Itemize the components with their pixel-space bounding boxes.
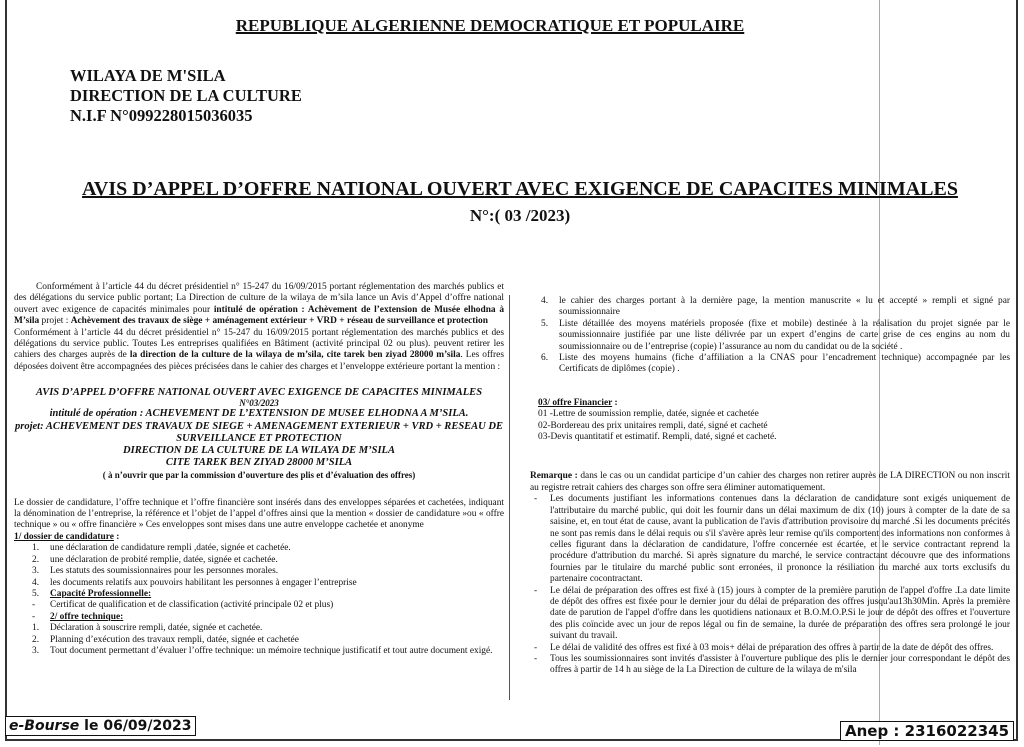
tech-heading: - 2/ offre technique: bbox=[32, 611, 124, 622]
financial-item: 03-Devis quantitatif et estimatif. Rempli, daté, signé et cacheté. bbox=[538, 432, 777, 443]
dossier-item bbox=[14, 555, 504, 566]
bullet-dash: - bbox=[534, 494, 538, 505]
tech-list bbox=[14, 623, 504, 657]
list-number: 4. bbox=[32, 577, 40, 588]
financial-heading: 03/ offre Financier : bbox=[538, 397, 618, 408]
list-text: Liste des moyens humains (fiche d’affiliation a la CNAS pour l’encadrement technique) accompagnée par les Certificats de diplômes (copie) . bbox=[559, 353, 1010, 375]
republic-heading: REPUBLIQUE ALGERIENNE DEMOCRATIQUE ET POPULAIRE bbox=[235, 16, 745, 35]
dossier-item bbox=[538, 296, 1010, 319]
list-number: 6. bbox=[541, 353, 549, 364]
condition-text: Tous les soumissionnaires sont invités d'assister à l'ouverture publique des plis le dernier jour correspondant le dépôt des offres à partir de 14 h au siège de la La Direction de culture de la wilaya de m'sila bbox=[550, 653, 1010, 676]
remarque-paragraph: Remarque : dans le cas ou un candidat participe d’un cahier des charges non retirer auprès de LA DIRECTION ou non inscrit au registre retrait cahiers des charges son offre sera éliminer automatiquement. bbox=[530, 471, 1010, 493]
certificat-item: - Certificat de qualification et de classification (activité principale 02 et plus) bbox=[32, 600, 334, 611]
notice-number: N°:( 03 /2023) bbox=[469, 206, 571, 225]
left-column bbox=[14, 282, 504, 657]
financial-item: 02-Bordereau des prix unitaires rempli, daté, signé et cacheté bbox=[538, 420, 768, 431]
bullet-dash: - bbox=[534, 585, 538, 596]
financial-item: 01 -Lettre de soumission remplie, datée, signée et cachetée bbox=[538, 409, 759, 420]
list-number: 4. bbox=[541, 296, 549, 306]
capacite-heading: 5. Capacité Professionnelle: bbox=[32, 588, 152, 599]
list-number: 3. bbox=[32, 566, 40, 577]
direction-line: DIRECTION DE LA CULTURE bbox=[70, 86, 302, 105]
list-text: Tout document permettant d’évaluer l’offre technique: un mémoire technique justificatif et tout autre document exigé. bbox=[50, 645, 493, 656]
list-number: 2. bbox=[32, 634, 40, 645]
conditions-paragraph: Conformément à l’article 44 du décret présidentiel n° 15-247 du 16/09/2015 portant réglementation des marchés publics et des délégations du service public. Toutes Les entreprises qualifiées en Bâtiment (activité principal 02 ou plus). peuvent retirer les cahiers des charges auprès de la direction de la culture de la wilaya de m’sila, cite tarek ben ziyad 28000 m’sila. Les offres déposées doivent être accompagnées des pièces précisées dans le cahier des charges et l’enveloppe extérieure portant la mention : bbox=[14, 327, 504, 372]
issuer-block bbox=[70, 66, 302, 126]
condition-text: Les documents justifiant les informations contenues dans la déclaration de candidature sont exigés uniquement de l'attributaire du marché public, qui doit les fournir dans un délai maximum de dix (10) jours à compter de la date de sa saisine, et, en tout état de cause, avant la publication de l'avis d'attribution provisoire du marché .Si les documents précités ne sont pas remis dans le délai requis ou s'il s'avère après leur remise qu'ils comportent des informations non conformes à celles figurant dans la déclaration de candidature, l'offre concernée est écartée, et le service contractant reprend la procédure d'attribution du marché. Si après signature du marché, le service contractant découvre que des informations fournies par le titulaire du marché public sont erronées, il prononce la résiliation du marché aux torts exclusifs du partenaire cocontractant. bbox=[550, 494, 1010, 585]
condition-text: Le délai de préparation des offres est fixé à (15) jours à compter de la première parution de l'appel d'offre .La date limite de dépôt des offres est fixée pour le dernier jour du délai de préparation des offres jusqu'au13h30Min. Après la première date de parution de l'appel d'offre dans les quotidiens nationaux et B.O.M.O.P.Si le jour de dépôt des offres et l'ouverture des plis coïncide avec un jour de repos légal ou fin de semaine, la durée de préparation des offres sera prolongé le jour suivant du travail. bbox=[550, 585, 1010, 642]
condition-item bbox=[530, 643, 1010, 654]
envelopes-paragraph: Le dossier de candidature, l’offre technique et l’offre financière sont insérés dans des enveloppes séparées et cachetées, indiquant la dénomination de l’entreprise, la référence et l’objet de l’appel d’offres ainsi que la mention « dossier de candidature »ou « offre technique » ou « offre financière » Ces enveloppes sont mises dans une autre enveloppe cachetée et anonyme bbox=[14, 497, 504, 531]
wilaya-line: WILAYA DE M'SILA bbox=[70, 66, 226, 85]
conditions-list bbox=[530, 494, 1010, 677]
ebourse-stamp: e-Bourse le 06/09/2023 bbox=[5, 716, 196, 736]
dossier-list-continued bbox=[538, 296, 1010, 376]
condition-item bbox=[530, 586, 1010, 643]
financial-offer bbox=[538, 398, 1010, 444]
tech-item bbox=[14, 635, 504, 646]
dossier-item bbox=[14, 566, 504, 577]
intro-paragraph: Conformément à l’article 44 du décret présidentiel n° 15-247 du 16/09/2015 portant réglementation des marchés publics et des délégations du service public portant; La Direction de culture de la wilaya de m’sila lance un Avis d’Appel d’offre national ouvert avec exigence de capacités minimales pour intitulé de opération : Achèvement de l’extension de Musée elhodna à M’sila projet : Achèvement des travaux de siège + aménagement extérieur + VRD + réseau de surveillance et protection bbox=[14, 282, 505, 327]
list-number: 1. bbox=[32, 623, 40, 634]
dossier-item bbox=[538, 353, 1010, 376]
tech-item bbox=[14, 646, 504, 657]
condition-text: Le délai de validité des offres est fixé à 03 mois+ délai de préparation des offres à partir de la date de dépôt des offres. bbox=[550, 642, 994, 653]
envelope-mention: AVIS D’APPEL D’OFFRE NATIONAL OUVERT AVEC EXIGENCE DE CAPACITES MINIMALES N°03/2023 intitulé de opération : ACHEVEMENT DE L’EXTENSION DE MUSEE ELHODNA A M’SILA. projet: ACHEVEMENT DES TRAVAUX DE SIEGE + AMENAGEMENT EXTERIEUR + VRD + RESEAU DE SURVEILLANCE ET PROTECTION DIRECTION DE LA CULTURE DE LA WILAYA DE M’SILA CITE TAREK BEN ZIYAD 28000 M’SILA ( à n’ouvrir que par la commission d’ouverture des plis et d’évaluation des offres) bbox=[15, 387, 503, 481]
anep-stamp: Anep : 2316022345 bbox=[840, 721, 1014, 741]
condition-item bbox=[530, 654, 1010, 677]
list-text: Les statuts des soumissionnaires pour les personnes morales. bbox=[50, 566, 279, 577]
column-divider bbox=[509, 295, 510, 700]
list-text: une déclaration de candidature rempli ,datée, signée et cachetée. bbox=[50, 543, 291, 554]
list-text: Liste détaillée des moyens matériels proposée (fixe et mobile) destinée à la réalisation du projet signée par le soumissionnaire justifiée par une liste délivrée par un expert d’engins de carte grise de ces engins au nom du soumissionnaire ou de l’entreprise (copie) l’assurance au nom du candidat ou de la société . bbox=[559, 318, 1010, 352]
list-text: le cahier des charges portant à la dernière page, la mention manuscrite « lu et accepté » rempli et signé par soumissionnaire bbox=[559, 296, 1010, 318]
dossier-list bbox=[14, 543, 504, 589]
notice-title: AVIS D’APPEL D’OFFRE NATIONAL OUVERT AVEC EXIGENCE DE CAPACITES MINIMALES bbox=[82, 178, 958, 200]
dossier-item bbox=[14, 543, 504, 554]
list-number: 3. bbox=[32, 645, 40, 656]
bullet-dash: - bbox=[534, 653, 538, 664]
right-column bbox=[530, 296, 1010, 677]
list-text: une déclaration de probité remplie, datée, signée et cachetée. bbox=[50, 554, 278, 565]
nif-line: N.I.F N°099228015036035 bbox=[70, 106, 253, 125]
dossier-heading: 1/ dossier de candidature : bbox=[14, 531, 120, 542]
dossier-item bbox=[14, 578, 504, 589]
financial-list bbox=[538, 409, 1010, 443]
dossier-item bbox=[538, 319, 1010, 353]
list-text: Déclaration à souscrire rempli, datée, signée et cachetée. bbox=[50, 623, 263, 634]
condition-item bbox=[530, 494, 1010, 585]
list-number: 1. bbox=[32, 543, 40, 554]
bullet-dash: - bbox=[534, 642, 538, 653]
list-text: Planning d’exécution des travaux rempli, datée, signée et cachetée bbox=[50, 634, 299, 645]
list-number: 5. bbox=[541, 318, 549, 329]
list-text: les documents relatifs aux pouvoirs habilitant les personnes à engager l’entreprise bbox=[50, 577, 357, 588]
list-number: 2. bbox=[32, 554, 40, 565]
tech-item bbox=[14, 623, 504, 634]
